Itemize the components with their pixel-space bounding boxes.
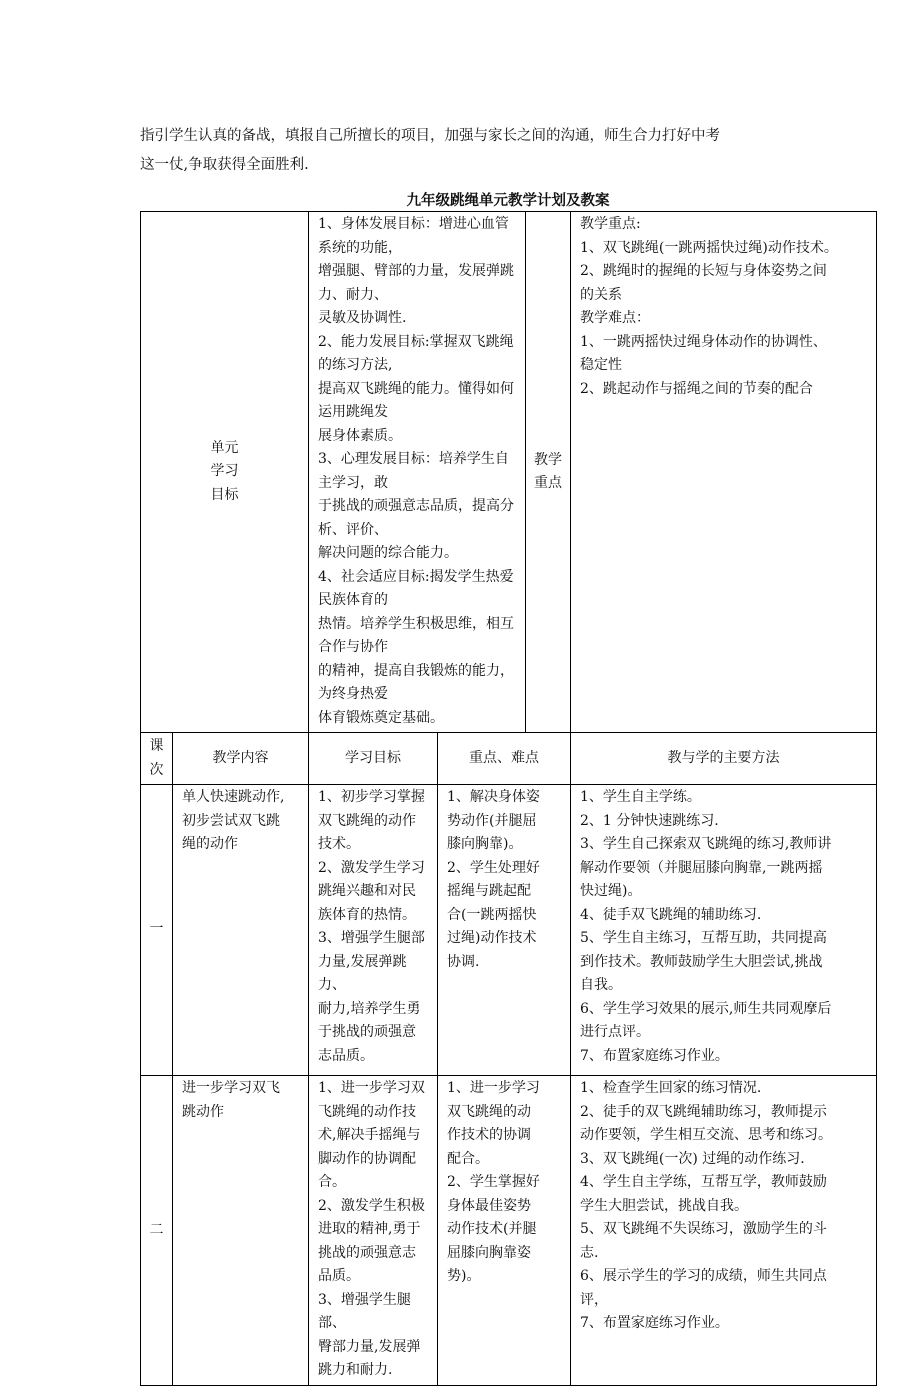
objective-line: 解决问题的综合能力。 xyxy=(318,545,458,561)
objective-line: 于挑战的顽强意志品质，提高分析、评价、 xyxy=(318,498,514,538)
lesson-goals xyxy=(309,1076,438,1386)
lesson-key-points xyxy=(438,1076,571,1386)
objectives-cell xyxy=(309,212,526,733)
focus-line: 2、跳绳时的握绳的长短与身体姿势之间 xyxy=(580,263,827,279)
objective-line: 热情。培养学生积极思维，相互合作与协作 xyxy=(318,615,514,655)
text-line: 绳的动作 xyxy=(182,836,238,852)
text-line: 术,解决手摇绳与 xyxy=(318,1127,421,1143)
text-line: 7、布置家庭练习作业。 xyxy=(580,1047,729,1064)
objectives-label-line: 目标 xyxy=(210,486,239,503)
focus-label-line: 重点 xyxy=(534,475,562,491)
text-line: 3、双飞跳绳(一次) 过绳的动作练习. xyxy=(580,1150,805,1167)
objective-line: 体育锻炼奠定基础。 xyxy=(318,709,444,726)
text-line: 动作技术(并腿 xyxy=(447,1221,537,1237)
text-line: 1、检查学生回家的练习情况. xyxy=(580,1080,762,1096)
intro-line: 这一仗,争取获得全面胜利. xyxy=(140,157,309,173)
text-line: 势动作(并腿屈 xyxy=(447,812,537,829)
objectives-label-cell xyxy=(141,212,309,733)
lesson-plan-table xyxy=(140,211,877,1386)
text-line: 摇绳与跳起配 xyxy=(447,883,531,899)
focus-line: 2、跳起动作与摇绳之间的节奏的配合 xyxy=(580,380,813,397)
text-line: 合。 xyxy=(318,1174,346,1190)
text-line: 飞跳绳的动作技 xyxy=(318,1103,416,1120)
text-line: 身体最佳姿势 xyxy=(447,1197,531,1214)
lesson-number: 二 xyxy=(141,1076,173,1386)
text-line: 跳动作 xyxy=(182,1103,224,1120)
text-line: 配合。 xyxy=(447,1150,489,1167)
text-line: 4、学生自主学练，互帮互学，教师鼓励 xyxy=(580,1174,827,1190)
intro-paragraph xyxy=(140,122,820,180)
text-line: 2、学生掌握好 xyxy=(447,1174,540,1190)
text-line: 品质。 xyxy=(318,1268,360,1284)
objective-line: 灵敏及协调性. xyxy=(318,310,407,326)
text-line: 1、学生自主学练。 xyxy=(580,789,701,805)
text-line: 动作要领，学生相互交流、思考和练习。 xyxy=(580,1127,832,1143)
focus-cell xyxy=(571,212,877,733)
text-line: 跳绳兴趣和对民 xyxy=(318,883,416,899)
text-line: 单人快速跳动作, xyxy=(182,789,285,805)
text-line: 过绳)动作技术 xyxy=(447,930,537,946)
text-line: 3、增强学生腿部、 xyxy=(318,1291,411,1331)
text-line: 2、1 分钟快速跳练习. xyxy=(580,812,719,829)
text-line: 协调. xyxy=(447,953,480,970)
text-line: 1、解决身体姿 xyxy=(447,789,540,805)
text-line: 4、徒手双飞跳绳的辅助练习. xyxy=(580,906,762,923)
header-goals: 学习目标 xyxy=(309,733,438,785)
text-line: 族体育的热情。 xyxy=(318,906,416,923)
text-line: 1、进一步学习双 xyxy=(318,1080,425,1096)
text-line: 7、布置家庭练习作业。 xyxy=(580,1315,729,1331)
text-line: 志. xyxy=(580,1244,599,1261)
text-line: 志品质。 xyxy=(318,1047,374,1064)
objective-line: 3、心理发展目标：培养学生自主学习，敢 xyxy=(318,451,509,491)
text-line: 学生大胆尝试，挑战自我。 xyxy=(580,1197,748,1214)
lesson-methods xyxy=(571,785,877,1076)
objective-line: 提高双飞跳绳的能力。懂得如何运用跳绳发 xyxy=(318,380,514,420)
lesson-content xyxy=(173,1076,309,1386)
text-line: 初步尝试双飞跳 xyxy=(182,812,280,829)
text-line: 进一步学习双飞 xyxy=(182,1080,280,1096)
table-header-row xyxy=(141,733,877,785)
text-line: 进行点评。 xyxy=(580,1024,650,1040)
objective-line: 的精神，提高自我锻炼的能力，为终身热爱 xyxy=(318,662,514,702)
text-line: 2、学生处理好 xyxy=(447,859,540,876)
focus-line: 教学重点: xyxy=(580,216,641,232)
objective-line: 1、身体发展目标：增进心血管系统的功能， xyxy=(318,216,509,256)
text-line: 评， xyxy=(580,1291,608,1308)
focus-line: 教学难点： xyxy=(580,310,650,326)
text-line: 2、徒手的双飞跳绳辅助练习，教师提示 xyxy=(580,1103,827,1120)
text-line: 5、学生自主练习，互帮互助，共同提高 xyxy=(580,930,827,946)
focus-line: 1、一跳两摇快过绳身体动作的协调性、 xyxy=(580,333,827,350)
text-line: 快过绳)。 xyxy=(580,883,642,899)
unit-objectives-row xyxy=(141,212,877,733)
text-line: 6、学生学习效果的展示,师生共同观摩后 xyxy=(580,1000,832,1017)
header-lesson-line: 次 xyxy=(149,761,164,778)
text-line: 5、双飞跳绳不失误练习，激励学生的斗 xyxy=(580,1221,827,1237)
text-line: 3、学生自己探索双飞跳绳的练习,教师讲 xyxy=(580,836,832,852)
text-line: 解动作要领（并腿屈膝向胸靠,一跳两摇 xyxy=(580,859,823,876)
header-lesson-line: 课 xyxy=(149,738,164,754)
objective-line: 2、能力发展目标:掌握双飞跳绳的练习方法, xyxy=(318,333,514,373)
text-line: 6、展示学生的学习的成绩，师生共同点 xyxy=(580,1268,827,1284)
text-line: 进取的精神,勇于 xyxy=(318,1221,421,1237)
objective-line: 4、社会适应目标:揭发学生热爱民族体育的 xyxy=(318,568,514,608)
text-line: 臀部力量,发展弹 xyxy=(318,1338,421,1355)
lesson-key-points xyxy=(438,785,571,1076)
text-line: 屈膝向胸靠姿 xyxy=(447,1244,531,1261)
text-line: 合(一跳两摇快 xyxy=(447,906,537,923)
text-line: 到作技术。教师鼓励学生大胆尝试,挑战 xyxy=(580,953,823,970)
text-line: 跳力和耐力. xyxy=(318,1362,393,1378)
objectives-label-line: 单元 xyxy=(210,439,239,456)
text-line: 力量,发展弹跳力、 xyxy=(318,953,407,993)
focus-line: 的关系 xyxy=(580,286,622,303)
header-methods: 教与学的主要方法 xyxy=(571,733,877,785)
text-line: 脚动作的协调配 xyxy=(318,1150,416,1167)
text-line: 于挑战的顽强意 xyxy=(318,1024,416,1040)
focus-line: 稳定性 xyxy=(580,357,622,373)
text-line: 膝向胸靠)。 xyxy=(447,836,523,852)
text-line: 1、初步学习掌握 xyxy=(318,789,425,805)
objective-line: 展身体素质。 xyxy=(318,427,402,444)
focus-label-line: 教学 xyxy=(534,451,562,468)
document-title: 九年级跳绳单元教学计划及教案 xyxy=(406,193,610,209)
focus-label-cell xyxy=(526,212,571,733)
lesson-row xyxy=(141,785,877,1076)
objectives-label-line: 学习 xyxy=(210,463,239,480)
text-line: 2、激发学生学习 xyxy=(318,859,425,876)
text-line: 1、进一步学习 xyxy=(447,1080,540,1096)
objective-line: 增强腿、臂部的力量，发展弹跳力、耐力、 xyxy=(318,263,514,303)
text-line: 2、激发学生积极 xyxy=(318,1197,425,1214)
text-line: 技术。 xyxy=(318,836,360,852)
lesson-content xyxy=(173,785,309,1076)
header-lesson xyxy=(141,733,173,785)
header-key-points: 重点、难点 xyxy=(438,733,571,785)
intro-line: 指引学生认真的备战，填报自己所擅长的项目，加强与家长之间的沟通，师生合力打好中考 xyxy=(140,128,720,144)
text-line: 3、增强学生腿部 xyxy=(318,930,425,946)
focus-line: 1、双飞跳绳(一跳两摇快过绳)动作技术。 xyxy=(580,239,838,256)
text-line: 挑战的顽强意志 xyxy=(318,1244,416,1261)
text-line: 作技术的协调 xyxy=(447,1127,531,1143)
lesson-methods xyxy=(571,1076,877,1386)
text-line: 双飞跳绳的动作 xyxy=(318,812,416,829)
text-line: 耐力,培养学生勇 xyxy=(318,1000,421,1017)
lesson-number: 一 xyxy=(141,785,173,1076)
lesson-goals xyxy=(309,785,438,1076)
text-line: 势)。 xyxy=(447,1268,481,1284)
text-line: 双飞跳绳的动 xyxy=(447,1103,531,1120)
text-line: 自我。 xyxy=(580,977,622,993)
header-content: 教学内容 xyxy=(173,733,309,785)
lesson-row xyxy=(141,1076,877,1386)
